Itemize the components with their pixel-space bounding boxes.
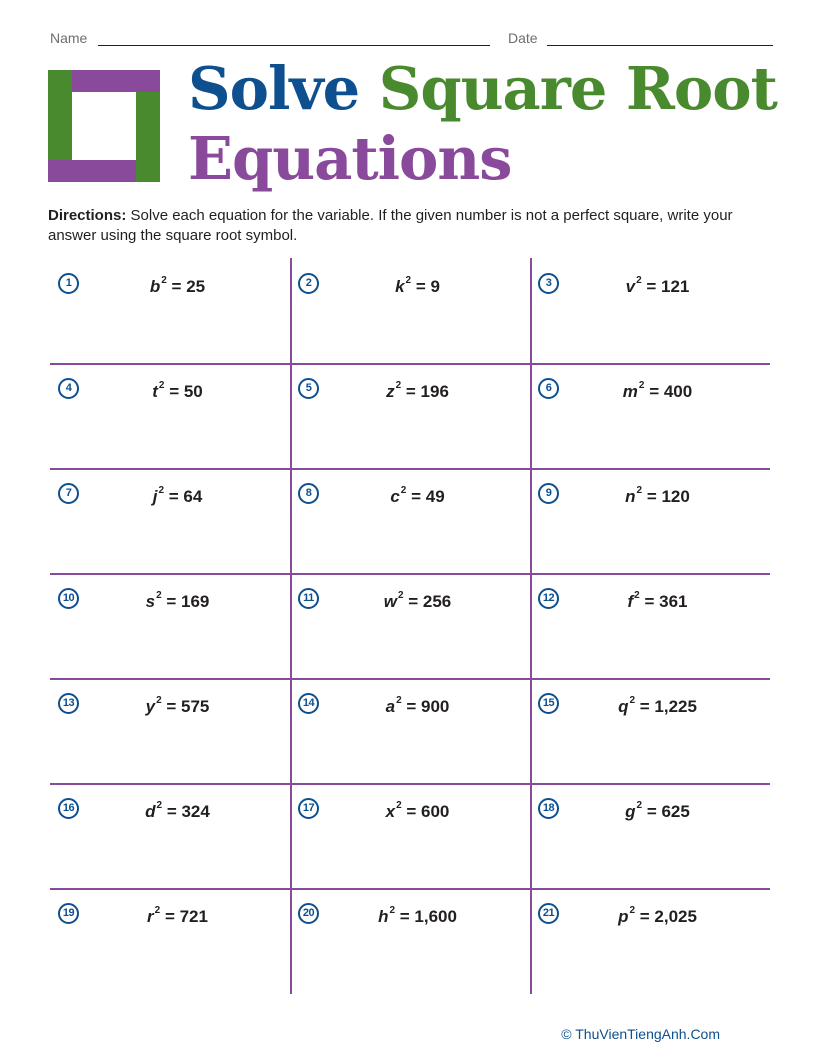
problem-cell[interactable] — [290, 573, 530, 678]
equation — [330, 277, 505, 297]
problem-number: 15 — [538, 693, 559, 714]
equation-rhs: = 169 — [161, 592, 210, 611]
problem-cell[interactable] — [50, 783, 290, 888]
equation — [330, 697, 505, 717]
equation — [330, 592, 505, 612]
equation-variable: s — [145, 592, 156, 611]
equation-rhs: = 600 — [401, 802, 450, 821]
equation — [570, 802, 745, 822]
problem-cell[interactable] — [290, 468, 530, 573]
equation-rhs: = 25 — [166, 277, 206, 296]
equation — [570, 487, 745, 507]
equation-rhs: = 721 — [160, 907, 208, 926]
equation-rhs: = 625 — [642, 802, 690, 821]
equation-variable: g — [625, 802, 636, 821]
problem-cell[interactable] — [290, 783, 530, 888]
equation-rhs: = 575 — [161, 697, 210, 716]
equation-rhs: = 50 — [164, 382, 203, 401]
equation-variable: n — [625, 487, 636, 506]
problem-cell[interactable] — [50, 468, 290, 573]
problem-cell[interactable] — [290, 678, 530, 783]
page-title-line2 — [188, 124, 512, 193]
problem-number: 11 — [298, 588, 319, 609]
header-fields — [50, 30, 774, 50]
equation-variable: v — [625, 277, 636, 296]
equation-exponent: 2 — [397, 590, 404, 602]
name-label: Name — [50, 30, 88, 46]
problem-cell[interactable] — [530, 783, 770, 888]
equation-rhs: = 400 — [644, 382, 693, 401]
equation-exponent: 2 — [629, 905, 636, 917]
equation-rhs: = 324 — [162, 802, 210, 821]
problem-cell[interactable] — [530, 363, 770, 468]
equation-variable: b — [149, 277, 161, 296]
equation-rhs: = 49 — [406, 487, 445, 506]
problem-number: 13 — [58, 693, 79, 714]
equation-variable: m — [622, 382, 638, 401]
equation — [90, 592, 265, 612]
equation-exponent: 2 — [396, 695, 402, 707]
equation-exponent: 2 — [400, 485, 407, 497]
equation-exponent: 2 — [156, 590, 162, 602]
problem-number: 12 — [538, 588, 559, 609]
problem-number: 14 — [298, 693, 319, 714]
problem-number: 5 — [298, 378, 319, 399]
problem-cell[interactable] — [530, 888, 770, 993]
problem-number: 17 — [298, 798, 319, 819]
problem-number: 19 — [58, 903, 79, 924]
equation-variable: j — [152, 487, 158, 506]
equation-variable: k — [395, 277, 405, 296]
problem-cell[interactable] — [50, 363, 290, 468]
equation-exponent: 2 — [156, 695, 162, 707]
name-field[interactable] — [98, 45, 490, 46]
problem-number: 6 — [538, 378, 559, 399]
equation-exponent: 2 — [396, 800, 402, 812]
problem-number: 8 — [298, 483, 319, 504]
problem-number: 3 — [538, 273, 559, 294]
equation — [570, 697, 745, 717]
equation-variable: r — [147, 907, 154, 926]
equation-rhs: = 1,225 — [635, 697, 697, 716]
equation-variable: z — [386, 382, 395, 401]
equation-exponent: 2 — [405, 275, 412, 287]
title-word-equations: Equations — [188, 124, 512, 193]
equation-variable: t — [152, 382, 158, 401]
problem-number: 4 — [58, 378, 79, 399]
equation-variable: x — [385, 802, 396, 821]
equation — [570, 277, 745, 297]
equation-variable: w — [383, 592, 397, 611]
problem-cell[interactable] — [50, 258, 290, 363]
problem-number: 7 — [58, 483, 79, 504]
problem-cell[interactable] — [50, 573, 290, 678]
problem-number: 10 — [58, 588, 79, 609]
title-word-square-root: Square Root — [378, 54, 777, 123]
equation — [570, 382, 745, 402]
problem-cell[interactable] — [530, 573, 770, 678]
date-field[interactable] — [547, 45, 773, 46]
equation-rhs: = 64 — [164, 487, 203, 506]
equation-exponent: 2 — [161, 275, 167, 287]
problem-cell[interactable] — [530, 468, 770, 573]
problem-number: 1 — [58, 273, 79, 294]
equation — [570, 592, 745, 612]
equation — [330, 487, 505, 507]
square-logo-icon — [48, 70, 160, 182]
problem-number: 9 — [538, 483, 559, 504]
equation — [90, 487, 265, 507]
date-label: Date — [508, 30, 538, 46]
equation-exponent: 2 — [158, 380, 165, 392]
equation-variable: d — [145, 802, 156, 821]
problem-number: 21 — [538, 903, 559, 924]
equation-variable: a — [385, 697, 396, 716]
equation-rhs: = 9 — [411, 277, 440, 296]
equation-rhs: = 196 — [401, 382, 449, 401]
problem-grid — [50, 258, 772, 994]
equation — [90, 802, 265, 822]
problem-cell[interactable] — [290, 888, 530, 993]
equation-variable: p — [618, 907, 629, 926]
page-title — [188, 54, 777, 123]
equation-exponent: 2 — [634, 590, 640, 602]
problem-cell[interactable] — [50, 678, 290, 783]
equation-exponent: 2 — [638, 380, 645, 392]
equation-exponent: 2 — [636, 800, 643, 812]
problem-cell[interactable] — [290, 258, 530, 363]
directions-label: Directions: — [48, 207, 127, 224]
equation-exponent: 2 — [395, 380, 402, 392]
equation — [90, 277, 265, 297]
directions — [48, 206, 768, 246]
equation — [90, 697, 265, 717]
equation-exponent: 2 — [156, 800, 163, 812]
equation — [330, 382, 505, 402]
problem-cell[interactable] — [290, 363, 530, 468]
problem-number: 2 — [298, 273, 319, 294]
equation-variable: h — [378, 907, 389, 926]
equation-exponent: 2 — [636, 485, 643, 497]
equation-exponent: 2 — [389, 905, 396, 917]
equation — [90, 382, 265, 402]
equation-exponent: 2 — [629, 695, 636, 707]
equation — [330, 907, 505, 927]
title-word-solve: Solve — [188, 54, 360, 123]
equation — [90, 907, 265, 927]
equation-rhs: = 120 — [642, 487, 690, 506]
equation-exponent: 2 — [158, 485, 164, 497]
equation-variable: q — [618, 697, 629, 716]
footer-copyright: © ThuVienTiengAnh.Com — [561, 1026, 720, 1042]
problem-number: 16 — [58, 798, 79, 819]
equation-exponent: 2 — [636, 275, 642, 287]
problem-number: 20 — [298, 903, 319, 924]
problem-cell[interactable] — [530, 678, 770, 783]
problem-cell[interactable] — [530, 258, 770, 363]
equation-rhs: = 900 — [401, 697, 450, 716]
problem-cell[interactable] — [50, 888, 290, 993]
equation-variable: c — [390, 487, 400, 506]
equation-variable: f — [627, 592, 634, 611]
equation-rhs: = 256 — [403, 592, 452, 611]
equation — [570, 907, 745, 927]
equation-rhs: = 1,600 — [395, 907, 457, 926]
equation-rhs: = 121 — [641, 277, 690, 296]
equation — [330, 802, 505, 822]
equation-variable: y — [145, 697, 156, 716]
equation-exponent: 2 — [154, 905, 161, 917]
equation-rhs: = 2,025 — [635, 907, 697, 926]
directions-text: Solve each equation for the variable. If the given number is not a perfect square, write your answer using the square root symbol. — [48, 207, 733, 244]
equation-rhs: = 361 — [639, 592, 688, 611]
problem-number: 18 — [538, 798, 559, 819]
